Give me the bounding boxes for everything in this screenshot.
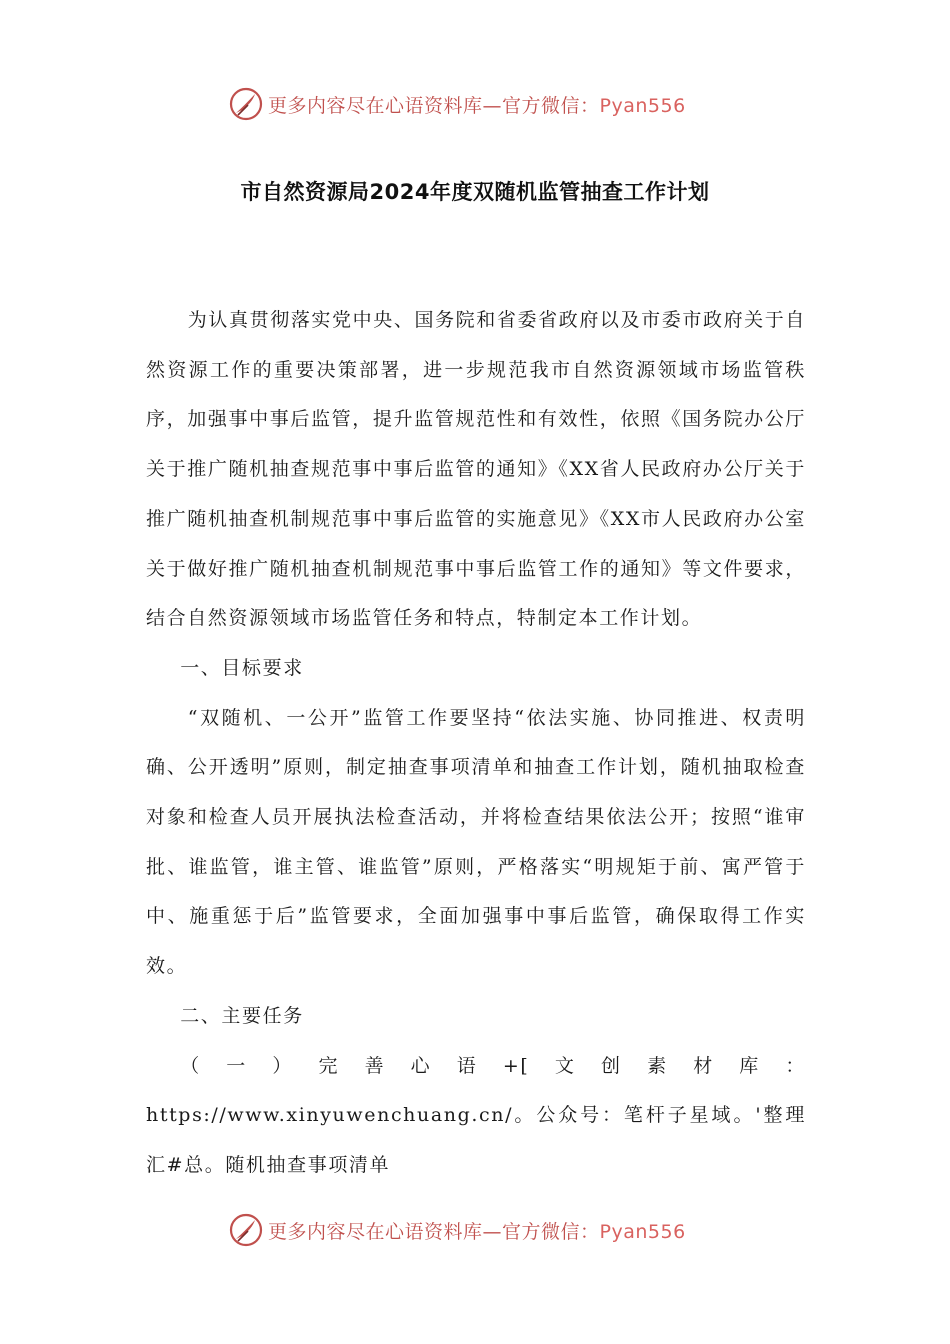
watermark-header xyxy=(228,84,686,124)
watermark-handle: Pyan556 xyxy=(599,94,686,117)
quill-logo-icon xyxy=(228,1212,264,1248)
watermark-text xyxy=(268,1217,686,1244)
task-item-1: （一）完善心语+[文创素材库：https://www.xinyuwenchuang.cn/。公众号：笔杆子星域。'整理汇#总。随机抽查事项清单 xyxy=(146,1054,806,1176)
watermark-label: 更多内容尽在心语资料库—官方微信： xyxy=(268,94,600,117)
section-heading-tasks: 二、主要任务 xyxy=(180,1004,304,1027)
goals-paragraph: “双随机、一公开”监管工作要坚持“依法实施、协同推进、权责明确、公开透明”原则，制定抽查事项清单和抽查工作计划，随机抽取检查对象和检查人员开展执法检查活动，并将检查结果依法公开；按照“谁审批、谁监管，谁主管、谁监管”原则，严格落实“明规矩于前、寓严管于中、施重惩于后”监管要求，全面加强事中事后监管，确保取得工作实效。 xyxy=(146,706,806,978)
document-body xyxy=(146,296,806,1191)
watermark-text xyxy=(268,91,686,118)
watermark-handle: Pyan556 xyxy=(599,1220,686,1243)
document-title: 市自然资源局2024年度双随机监管抽查工作计划 xyxy=(240,180,710,204)
intro-paragraph: 为认真贯彻落实党中央、国务院和省委省政府以及市委市政府关于自然资源工作的重要决策部署，进一步规范我市自然资源领域市场监管秩序，加强事中事后监管，提升监管规范性和有效性，依照《国务院办公厅关于推广随机抽查规范事中事后监管的通知》《XX省人民政府办公厅关于推广随机抽查机制规范事中事后监管的实施意见》《XX市人民政府办公室关于做好推广随机抽查机制规范事中事后监管工作的通知》等文件要求，结合自然资源领域市场监管任务和特点，特制定本工作计划。 xyxy=(146,309,806,630)
watermark-footer xyxy=(228,1210,686,1250)
quill-logo-icon xyxy=(228,86,264,122)
watermark-label: 更多内容尽在心语资料库—官方微信： xyxy=(268,1220,600,1243)
section-heading-goals: 一、目标要求 xyxy=(180,656,304,679)
